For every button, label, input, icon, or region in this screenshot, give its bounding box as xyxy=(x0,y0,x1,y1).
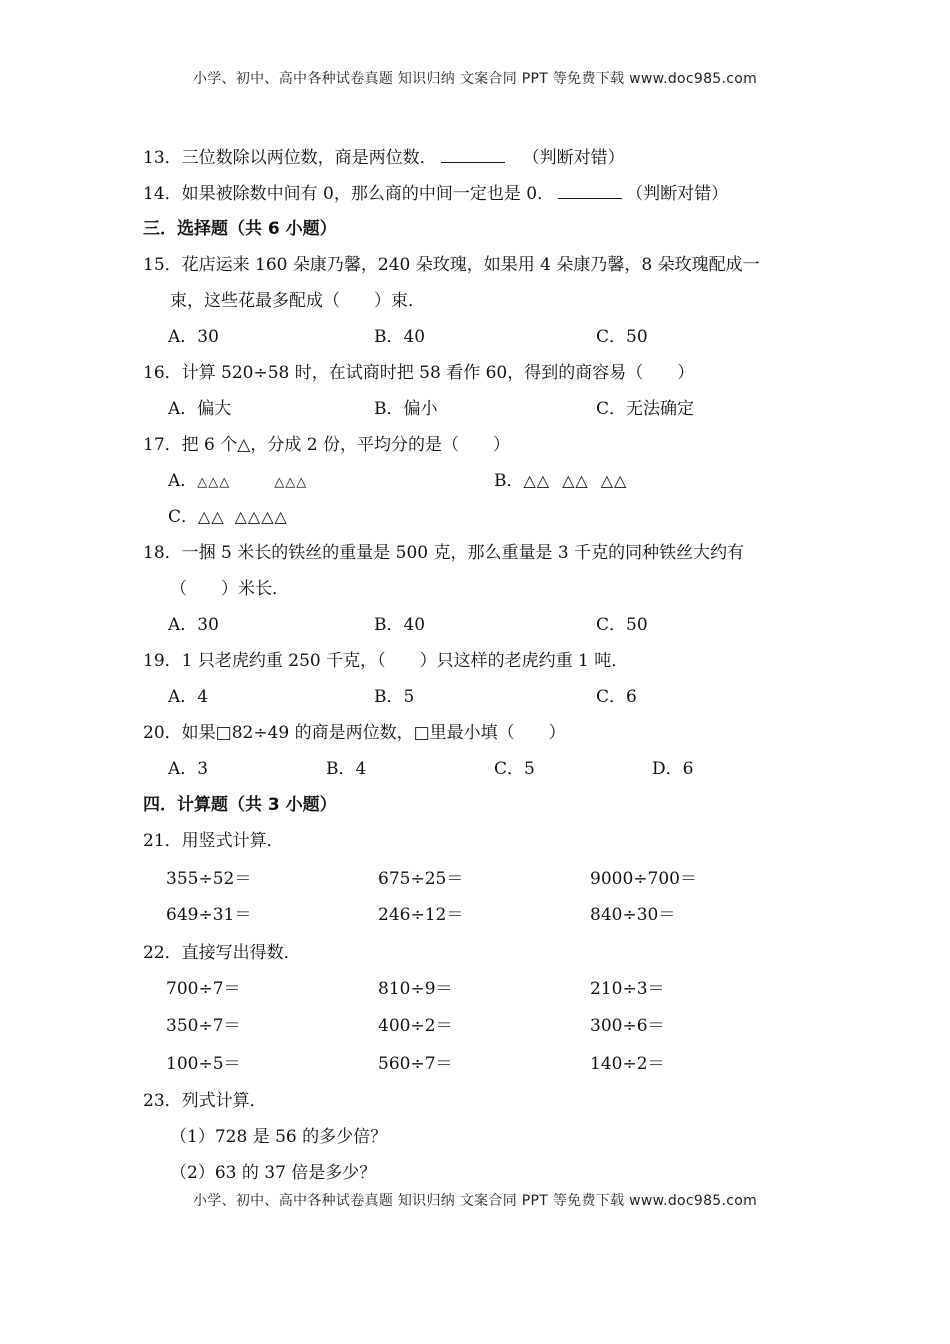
triangle-group-icon: △△△ xyxy=(274,475,308,490)
question-13 xyxy=(143,146,625,169)
calc-item: 840÷30＝ xyxy=(590,905,676,925)
question-16: 16．计算 520÷58 时，在试商时把 58 看作 60，得到的商容易（ ） xyxy=(143,363,695,383)
question-21: 21．用竖式计算． xyxy=(143,831,284,851)
option-18-c[interactable]: C．50 xyxy=(596,615,648,635)
question-14 xyxy=(143,182,728,205)
option-18-a[interactable]: A．30 xyxy=(168,615,219,635)
triangle-group-icon: △△△ xyxy=(197,475,231,490)
question-19: 19．1 只老虎约重 250 千克，（ ）只这样的老虎约重 1 吨． xyxy=(143,651,629,671)
option-15-a[interactable]: A．30 xyxy=(168,327,219,347)
option-15-c[interactable]: C．50 xyxy=(596,327,648,347)
calc-item: 246÷12＝ xyxy=(378,905,464,925)
option-15-b[interactable]: B．40 xyxy=(374,327,426,347)
option-17-a[interactable] xyxy=(168,470,307,494)
question-15-line2: 束，这些花最多配成（ ）束． xyxy=(170,291,425,311)
triangle-group-icon: △△ xyxy=(198,507,225,526)
triangle-group-icon: △△△△ xyxy=(234,507,288,526)
calc-item: 210÷3＝ xyxy=(590,979,665,999)
question-13-text: 13．三位数除以两位数，商是两位数． xyxy=(143,148,437,168)
calc-item: 649÷31＝ xyxy=(166,905,252,925)
calc-item: 675÷25＝ xyxy=(378,869,464,889)
question-15-line1: 15．花店运来 160 朵康乃馨，240 朵玫瑰，如果用 4 朵康乃馨，8 朵玫瑰配成一 xyxy=(143,255,760,275)
page-footer: 小学、初中、高中各种试卷真题 知识归纳 文案合同 PPT 等免费下载 www.doc985.com xyxy=(192,1193,758,1209)
triangle-group-icon: △△ xyxy=(600,471,628,490)
calc-item: 810÷9＝ xyxy=(378,979,453,999)
triangle-group-icon: △△ xyxy=(523,471,551,490)
calc-item: 400÷2＝ xyxy=(378,1016,453,1036)
option-16-b[interactable]: B．偏小 xyxy=(374,399,438,419)
question-14-text: 14．如果被除数中间有 0，那么商的中间一定也是 0． xyxy=(143,184,555,204)
option-20-b[interactable]: B．4 xyxy=(326,759,367,779)
option-17-b-label: B． xyxy=(494,471,524,491)
page-header: 小学、初中、高中各种试卷真题 知识归纳 文案合同 PPT 等免费下载 www.doc985.com xyxy=(192,71,758,87)
section-3-title: 三．选择题（共 6 小题） xyxy=(143,219,337,239)
option-17-c-label: C． xyxy=(168,507,199,527)
answer-blank-14[interactable] xyxy=(558,182,622,199)
question-23-sub-1: （1）728 是 56 的多少倍？ xyxy=(170,1127,388,1147)
question-14-tail: （判断对错） xyxy=(626,184,729,204)
option-18-b[interactable]: B．40 xyxy=(374,615,426,635)
option-16-c[interactable]: C．无法确定 xyxy=(596,399,695,419)
option-20-d[interactable]: D．6 xyxy=(652,759,694,779)
option-20-a[interactable]: A．3 xyxy=(168,759,209,779)
triangle-group-icon: △△ xyxy=(562,471,589,490)
question-17: 17．把 6 个△，分成 2 份，平均分的是（ ） xyxy=(143,435,510,455)
question-13-tail: （判断对错） xyxy=(522,148,625,168)
calc-item: 560÷7＝ xyxy=(378,1054,453,1074)
option-19-b[interactable]: B．5 xyxy=(374,687,415,707)
calc-item: 100÷5＝ xyxy=(166,1054,241,1074)
question-18-line1: 18．一捆 5 米长的铁丝的重量是 500 克，那么重量是 3 千克的同种铁丝大约有 xyxy=(143,543,745,563)
option-17-c[interactable] xyxy=(168,506,288,528)
answer-blank-13[interactable] xyxy=(441,146,505,163)
question-23: 23．列式计算． xyxy=(143,1091,267,1111)
option-17-b[interactable] xyxy=(494,470,627,492)
question-23-sub-2: （2）63 的 37 倍是多少？ xyxy=(170,1163,377,1183)
option-19-c[interactable]: C．6 xyxy=(596,687,637,707)
calc-item: 700÷7＝ xyxy=(166,979,241,999)
calc-item: 355÷52＝ xyxy=(166,869,252,889)
section-4-title: 四．计算题（共 3 小题） xyxy=(143,795,337,815)
calc-item: 350÷7＝ xyxy=(166,1016,241,1036)
option-16-a[interactable]: A．偏大 xyxy=(168,399,232,419)
calc-item: 9000÷700＝ xyxy=(590,869,697,889)
question-22: 22．直接写出得数． xyxy=(143,943,301,963)
option-20-c[interactable]: C．5 xyxy=(494,759,535,779)
option-17-a-label: A． xyxy=(168,471,198,491)
calc-item: 140÷2＝ xyxy=(590,1054,665,1074)
question-20: 20．如果□82÷49 的商是两位数，□里最小填（ ） xyxy=(143,723,566,743)
option-19-a[interactable]: A．4 xyxy=(168,687,209,707)
question-18-line2: （ ）米长． xyxy=(170,579,289,599)
calc-item: 300÷6＝ xyxy=(590,1016,665,1036)
